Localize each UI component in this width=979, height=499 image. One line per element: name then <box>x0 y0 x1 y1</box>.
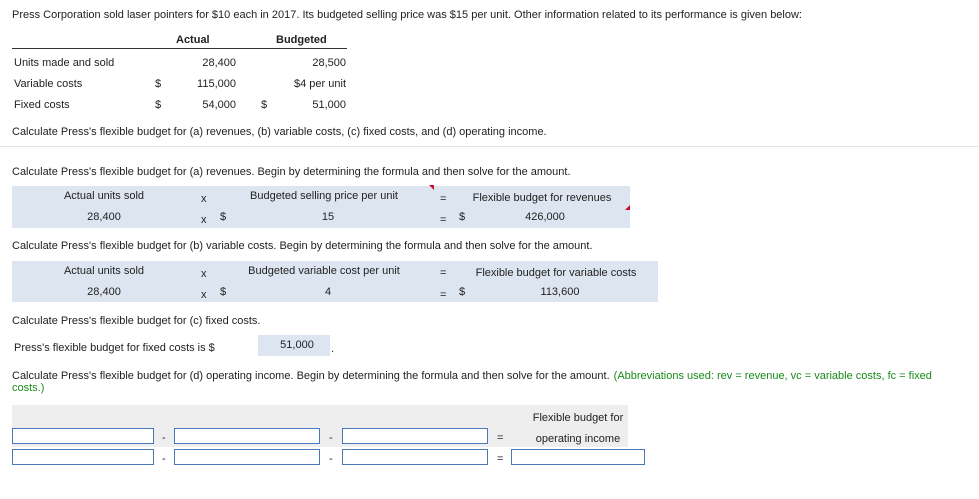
part-b-times: x <box>201 289 207 301</box>
part-a-times: x <box>201 214 207 226</box>
part-b-cost-value[interactable]: 4 <box>324 286 332 298</box>
part-d-input-vc-row2[interactable] <box>174 449 320 465</box>
part-c-prompt: Calculate Press's flexible budget for (c) fixed costs. <box>12 315 261 327</box>
section-divider <box>0 146 979 147</box>
part-d-input-fc-row2[interactable] <box>342 449 488 465</box>
row-budgeted-dollar: $ <box>261 99 268 111</box>
row-actual-dollar: $ <box>155 78 162 90</box>
incorrect-marker <box>625 205 630 210</box>
part-a-dollar: $ <box>220 211 227 223</box>
part-a-equals: = <box>440 214 447 226</box>
minus-sign: - <box>329 432 333 444</box>
part-b-equals: = <box>440 267 447 279</box>
minus-sign: - <box>162 432 166 444</box>
part-a-units-value[interactable]: 28,400 <box>87 211 121 223</box>
part-a-dollar: $ <box>459 211 466 223</box>
intro-text: Press Corporation sold laser pointers for $10 each in 2017. Its budgeted selling price was $15 per unit. Other information related to its performance is given below: <box>12 9 802 21</box>
part-a-times: x <box>201 193 207 205</box>
row-actual: 28,400 <box>202 57 236 69</box>
row-actual: 54,000 <box>202 99 236 111</box>
part-d-result-header-1: Flexible budget for <box>532 412 624 424</box>
part-a-prompt: Calculate Press's flexible budget for (a) revenues. Begin by determining the formula and then solve for the amount. <box>12 166 571 178</box>
part-d-prompt-text: Calculate Press's flexible budget for (d) operating income. Begin by determining the formula and then solve for the amount. <box>12 370 610 382</box>
question-text: Calculate Press's flexible budget for (a) revenues, (b) variable costs, (c) fixed costs, and (d) operating income. <box>12 126 547 138</box>
part-d-input-rev-row1[interactable] <box>12 428 154 444</box>
part-d-input-fc-row1[interactable] <box>342 428 488 444</box>
part-d-input-oi-row2[interactable] <box>511 449 645 465</box>
part-b-header-cost: Budgeted variable cost per unit <box>248 265 400 277</box>
row-budgeted: 51,000 <box>312 99 346 111</box>
part-a-header-units: Actual units sold <box>63 190 145 202</box>
part-a-header-result: Flexible budget for revenues <box>472 192 612 204</box>
row-budgeted: $4 per unit <box>294 78 346 90</box>
row-label: Units made and sold <box>14 57 115 69</box>
row-actual-dollar: $ <box>155 99 162 111</box>
equals-sign: = <box>497 432 504 444</box>
row-label: Fixed costs <box>14 99 70 111</box>
part-b-units-value[interactable]: 28,400 <box>87 286 121 298</box>
col-header-actual: Actual <box>176 34 210 46</box>
part-d-input-rev-row2[interactable] <box>12 449 154 465</box>
part-d-result-header-2: operating income <box>535 433 621 445</box>
part-b-header-units: Actual units sold <box>63 265 145 277</box>
part-b-equals: = <box>440 289 447 301</box>
table-header-rule <box>12 48 347 49</box>
row-budgeted: 28,500 <box>312 57 346 69</box>
incorrect-marker <box>429 185 434 190</box>
part-b-dollar: $ <box>220 286 227 298</box>
part-d-abbrev-note: (Abbreviations used: rev = revenue, vc = variable costs, fc = fixed costs.) <box>12 370 932 394</box>
part-a-price-value[interactable]: 15 <box>321 211 335 223</box>
part-a-equals: = <box>440 193 447 205</box>
row-label: Variable costs <box>14 78 83 90</box>
part-d-input-vc-row1[interactable] <box>174 428 320 444</box>
col-header-budgeted: Budgeted <box>276 34 327 46</box>
part-b-prompt: Calculate Press's flexible budget for (b) variable costs. Begin by determining the formula and then solve for the amount. <box>12 240 593 252</box>
row-actual: 115,000 <box>197 78 236 90</box>
part-a-header-price: Budgeted selling price per unit <box>250 190 398 202</box>
minus-sign: - <box>162 453 166 465</box>
minus-sign: - <box>329 453 333 465</box>
part-b-dollar: $ <box>459 286 466 298</box>
equals-sign: = <box>497 453 504 465</box>
part-c-period: . <box>331 343 335 355</box>
part-a-result-value[interactable]: 426,000 <box>525 211 565 223</box>
part-b-result-value[interactable]: 113,600 <box>540 286 580 298</box>
part-c-value[interactable]: 51,000 <box>280 339 314 351</box>
part-b-times: x <box>201 268 207 280</box>
part-c-statement: Press's flexible budget for fixed costs is $ <box>14 342 215 354</box>
part-b-header-result: Flexible budget for variable costs <box>475 267 637 279</box>
